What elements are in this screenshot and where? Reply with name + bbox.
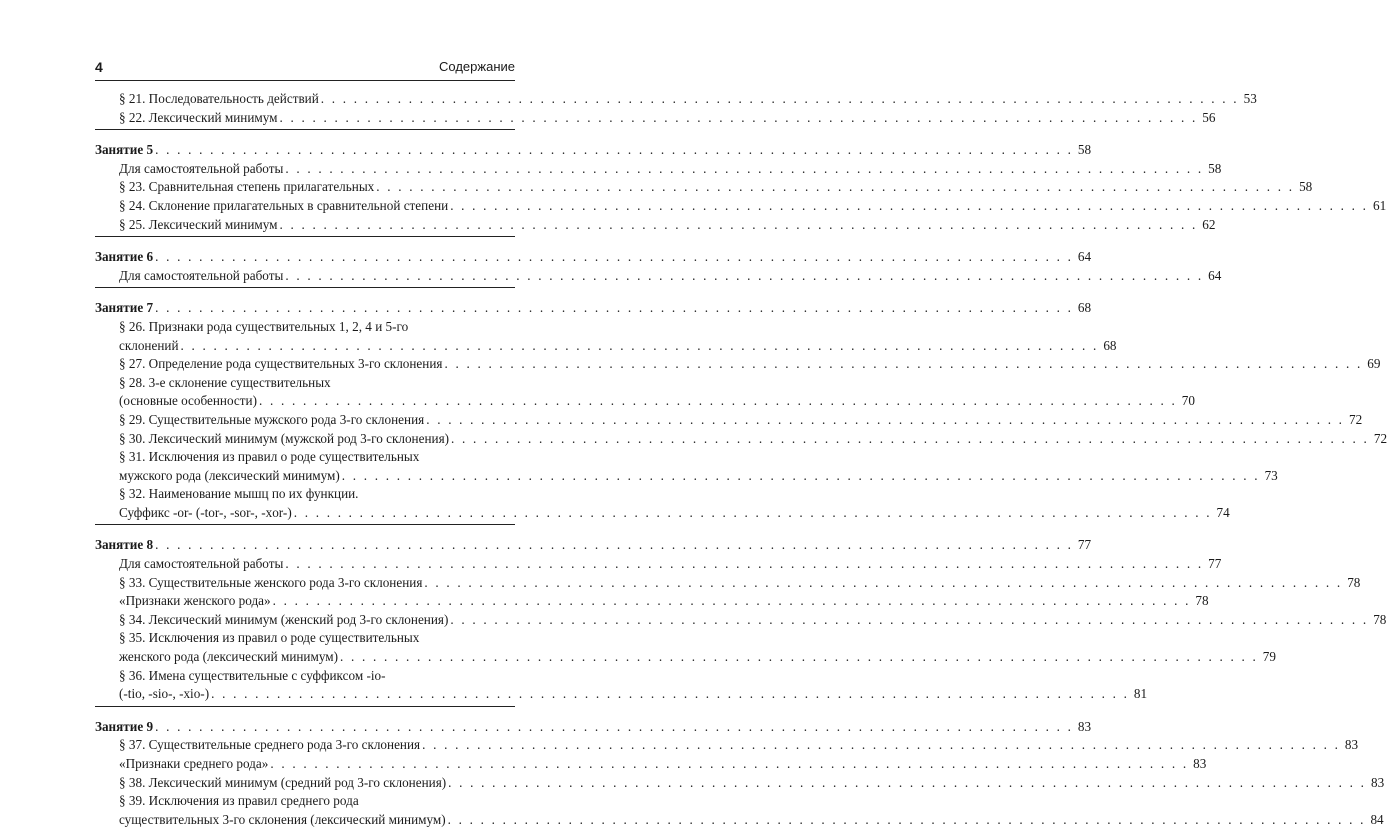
page-ref: 73: [1264, 467, 1278, 483]
page-number: 4: [95, 59, 103, 75]
page-ref: 64: [1077, 249, 1092, 265]
toc-entry-title: § 25. Лексический минимум: [119, 216, 278, 232]
toc-entry-title: «Признаки среднего рода»: [119, 756, 269, 771]
toc-entry[interactable]: [95, 648, 1276, 667]
dot-leader: [179, 337, 1101, 356]
toc-entry-title: § 34. Лексический минимум (женский род 3-го склонения): [119, 611, 449, 627]
dot-leader: [292, 504, 1214, 523]
toc-entry-title: § 38. Лексический минимум (средний род 3-го склонения): [119, 774, 447, 790]
page-ref: 70: [1181, 393, 1195, 409]
toc-entry-line[interactable]: [95, 318, 515, 337]
dot-leader: [448, 197, 1370, 216]
page-ref: 74: [1216, 504, 1230, 520]
toc-entry[interactable]: [95, 392, 1195, 411]
toc-entry-title: мужского рода (лексический минимум): [119, 467, 340, 483]
toc-heading[interactable]: [95, 141, 1092, 160]
dot-leader: [442, 355, 1364, 374]
dot-leader: [209, 685, 1131, 704]
page-ref: 53: [1243, 91, 1257, 106]
toc-entry-line[interactable]: [95, 629, 515, 648]
page-ref: 72: [1349, 411, 1363, 427]
toc-entry[interactable]: [95, 755, 1207, 774]
toc-group: [95, 139, 1387, 237]
dot-leader: [153, 248, 1075, 267]
dot-leader: [420, 736, 1342, 755]
toc-entry-title: существительных 3-го склонения (лексический минимум): [119, 811, 446, 827]
section-title: Содержание: [439, 59, 515, 74]
header-rule: [95, 80, 515, 81]
page-ref: 61: [1372, 197, 1387, 213]
page-ref: 77: [1077, 537, 1092, 553]
toc-entry-line[interactable]: [95, 374, 515, 393]
toc-entry-title: «Признаки женского рода»: [119, 593, 271, 609]
toc-entry[interactable]: [95, 685, 1148, 704]
toc-group: [95, 716, 1385, 832]
toc-group: [95, 88, 1257, 130]
toc-heading-title: Занятие 6: [95, 249, 154, 265]
toc-entry-title: женского рода (лексический минимум): [119, 649, 338, 665]
toc-heading-title: Занятие 7: [95, 300, 154, 316]
dot-leader: [446, 774, 1368, 793]
page-ref: 68: [1103, 337, 1117, 353]
toc-heading[interactable]: [95, 299, 1092, 318]
toc-entry-title: § 24. Склонение прилагательных в сравнительной степени: [119, 197, 449, 213]
toc-entry[interactable]: [95, 160, 1222, 179]
toc-heading-title: Занятие 5: [95, 142, 154, 158]
page-ref: 77: [1208, 556, 1222, 572]
toc-entry-line[interactable]: [95, 448, 515, 467]
page-header: [95, 57, 515, 81]
toc-entry-title: (-tio, -sio-, -xio-): [119, 686, 210, 702]
dot-leader: [153, 299, 1075, 318]
page-ref: 78: [1373, 611, 1387, 627]
dot-leader: [153, 141, 1075, 160]
toc-group: [95, 246, 1222, 288]
toc-group: [95, 297, 1387, 525]
page-ref: 81: [1133, 686, 1148, 702]
page-ref: 72: [1373, 430, 1387, 446]
toc-entry[interactable]: [95, 611, 1387, 630]
page-ref: 83: [1344, 737, 1359, 753]
page-ref: 78: [1195, 593, 1209, 609]
toc-entry[interactable]: [95, 592, 1209, 611]
dot-leader: [277, 216, 1199, 235]
toc-entry[interactable]: [95, 774, 1385, 793]
dot-leader: [257, 392, 1179, 411]
dot-leader: [340, 467, 1262, 486]
dot-leader: [283, 267, 1205, 286]
toc-entry[interactable]: [95, 467, 1278, 486]
dot-leader: [374, 178, 1296, 197]
page-ref: 83: [1077, 718, 1092, 734]
toc-entry-title: § 28. 3-е склонение существительных: [119, 374, 331, 390]
toc-entry-title: § 21. Последовательность действий: [119, 91, 319, 106]
toc-entry[interactable]: [95, 736, 1359, 755]
toc-entry[interactable]: [95, 109, 1216, 128]
toc-heading-title: Занятие 8: [95, 537, 154, 553]
toc-entry-title: § 32. Наименование мышц по их функции.: [119, 486, 359, 502]
toc-entry[interactable]: [95, 216, 1216, 235]
toc-entry[interactable]: [95, 178, 1313, 197]
table-of-contents: [95, 88, 1387, 840]
page-ref: 58: [1299, 179, 1313, 195]
toc-heading[interactable]: [95, 718, 1092, 737]
dot-leader: [448, 611, 1370, 630]
toc-entry-line[interactable]: [95, 667, 515, 686]
toc-heading-title: Занятие 9: [95, 718, 154, 734]
dot-leader: [268, 755, 1190, 774]
toc-entry-line[interactable]: [95, 485, 515, 504]
page-ref: 56: [1202, 109, 1216, 125]
toc-entry[interactable]: [95, 811, 1384, 830]
toc-entry-title: Для самостоятельной работы: [119, 556, 284, 572]
toc-entry-title: § 39. Исключения из правил среднего рода: [119, 793, 359, 809]
toc-entry-title: § 29. Существительные мужского рода 3-го склонения: [119, 411, 425, 427]
toc-entry-title: § 22. Лексический минимум: [119, 109, 278, 125]
toc-entry[interactable]: [95, 411, 1363, 430]
toc-entry-title: § 30. Лексический минимум (мужской род 3-го склонения): [119, 430, 450, 446]
page-ref: 83: [1193, 756, 1207, 771]
toc-entry-title: Для самостоятельной работы: [119, 160, 284, 176]
toc-entry-title: § 26. Признаки рода существительных 1, 2, 4 и 5-го: [119, 318, 409, 334]
dot-leader: [338, 648, 1260, 667]
toc-entry-title: § 33. Существительные женского рода 3-го склонения: [119, 574, 423, 590]
toc-entry-title: Для самостоятельной работы: [119, 267, 284, 283]
dot-leader: [424, 411, 1346, 430]
toc-entry[interactable]: [95, 504, 1230, 523]
toc-entry-line[interactable]: [95, 792, 515, 811]
toc-entry-title: § 31. Исключения из правил о роде существительных: [119, 449, 420, 465]
page-ref: 62: [1202, 216, 1216, 232]
page-ref: 79: [1262, 649, 1276, 665]
dot-leader: [446, 811, 1368, 830]
page-ref: 58: [1208, 160, 1222, 176]
toc-entry[interactable]: [95, 197, 1387, 216]
toc-entry[interactable]: [95, 574, 1361, 593]
page-ref: 58: [1077, 142, 1092, 158]
toc-entry-title: (основные особенности): [119, 393, 257, 409]
toc-entry-title: склонений: [119, 337, 179, 353]
dot-leader: [422, 574, 1344, 593]
toc-entry[interactable]: [95, 430, 1387, 449]
dot-leader: [449, 430, 1371, 449]
toc-entry[interactable]: [95, 267, 1222, 286]
toc-entry[interactable]: [95, 555, 1222, 574]
toc-entry-title: § 35. Исключения из правил о роде существительных: [119, 630, 420, 646]
dot-leader: [319, 90, 1241, 109]
toc-heading[interactable]: [95, 536, 1092, 555]
page-ref: 78: [1347, 574, 1361, 590]
page-ref: 64: [1208, 267, 1222, 283]
dot-leader: [271, 592, 1193, 611]
toc-group: [95, 534, 1387, 706]
toc-entry-title: Суффикс -or- (-tor-, -sor-, -xor-): [119, 504, 292, 520]
dot-leader: [277, 109, 1199, 128]
page-ref: 84: [1370, 811, 1384, 827]
toc-entry[interactable]: [95, 337, 1117, 356]
toc-heading[interactable]: [95, 248, 1092, 267]
toc-entry[interactable]: [95, 355, 1381, 374]
toc-entry[interactable]: [95, 90, 1257, 109]
toc-entry-title: § 27. Определение рода существительных 3-го склонения: [119, 356, 443, 372]
toc-entry-title: § 23. Сравнительная степень прилагательных: [119, 179, 375, 195]
page-ref: 68: [1077, 300, 1092, 316]
dot-leader: [283, 160, 1205, 179]
page-ref: 83: [1370, 774, 1385, 790]
dot-leader: [283, 555, 1205, 574]
dot-leader: [153, 536, 1075, 555]
toc-entry-title: § 36. Имена существительные с суффиксом -io-: [119, 667, 386, 683]
dot-leader: [153, 718, 1075, 737]
page-ref: 69: [1367, 356, 1381, 372]
toc-entry-title: § 37. Существительные среднего рода 3-го склонения: [119, 737, 421, 753]
